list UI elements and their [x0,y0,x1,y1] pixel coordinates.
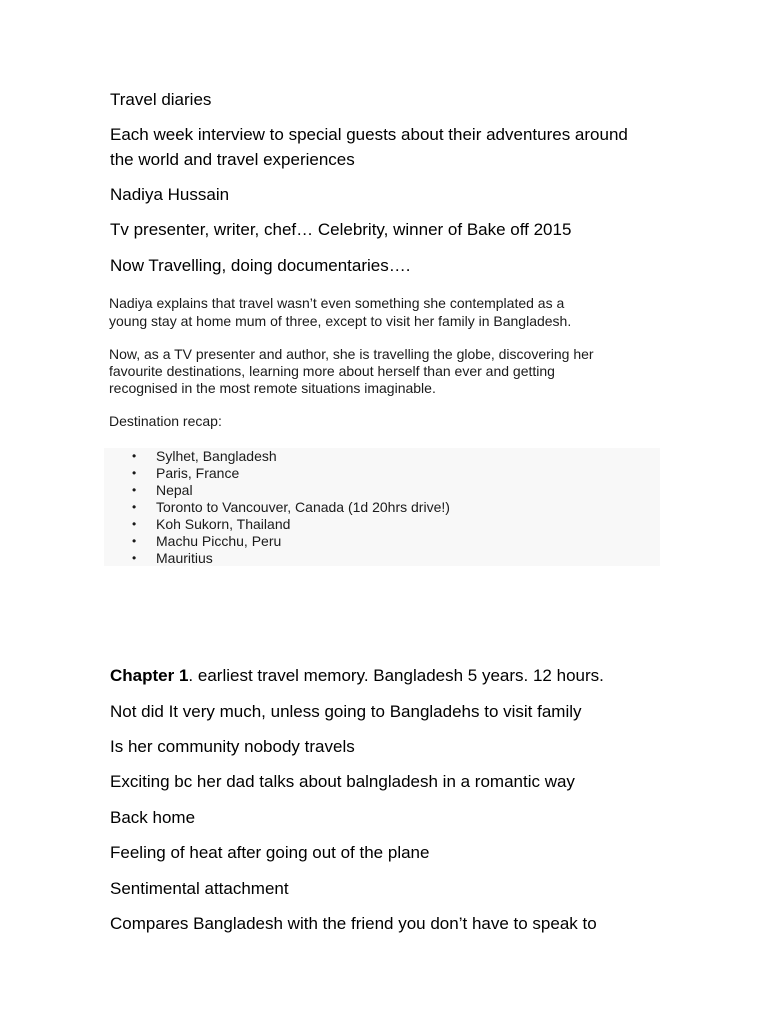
excerpt-para1-line2: young stay at home mum of three, except to visit her family in Bangladesh. [109,313,572,329]
destination-list [104,448,660,566]
list-item [104,448,660,465]
excerpt-para2-line1: Now, as a TV presenter and author, she is travelling the globe, discovering her [109,346,594,362]
excerpt-para2-line2: favourite destinations, learning more about herself than ever and getting [109,363,555,379]
pasted-article-excerpt [104,290,660,566]
chapter1-line: Feeling of heat after going out of the plane [110,843,430,862]
list-item [104,516,660,533]
show-description: Each week interview to special guests about their adventures around the world and travel experiences [110,125,628,169]
list-item [104,499,660,516]
guest-name: Nadiya Hussain [110,185,230,204]
list-item [104,533,660,550]
destination-recap-heading: Destination recap: [109,413,222,429]
list-item [104,482,660,499]
chapter-heading-text: . earliest travel memory. Bangladesh 5 years. 12 hours. [188,666,604,685]
guest-roles: Tv presenter, writer, chef… Celebrity, winner of Bake off 2015 [110,220,572,239]
destination-label: Paris, France [156,465,240,481]
destination-label: Toronto to Vancouver, Canada (1d 20hrs drive!) [156,499,450,515]
destination-label: Koh Sukorn, Thailand [156,516,291,532]
guest-now: Now Travelling, doing documentaries…. [110,256,411,275]
bullet-icon: • [132,466,137,480]
chapter1-heading [110,663,604,688]
bullet-icon: • [132,449,137,463]
chapter1-line: Back home [110,808,196,827]
chapter1-line: Compares Bangladesh with the friend you don’t have to speak to [110,914,597,933]
bullet-icon: • [132,551,137,565]
bullet-icon: • [132,483,137,497]
chapter1-line: Not did It very much, unless going to Bangladehs to visit family [110,702,582,721]
bullet-icon: • [132,500,137,514]
bullet-icon: • [132,534,137,548]
list-item [104,550,660,567]
destination-label: Nepal [156,482,193,498]
destination-label: Sylhet, Bangladesh [156,448,277,464]
excerpt-para1-line1: Nadiya explains that travel wasn’t even something she contemplated as a [109,295,565,311]
chapter1-line: Exciting bc her dad talks about balngladesh in a romantic way [110,772,575,791]
chapter1-line: Is her community nobody travels [110,737,355,756]
list-item [104,465,660,482]
doc-title: Travel diaries [110,90,212,109]
chapter-label: Chapter 1 [110,666,189,685]
bullet-icon: • [132,517,137,531]
destination-label: Mauritius [156,550,213,566]
chapter1-line: Sentimental attachment [110,879,289,898]
excerpt-para2-line3: recognised in the most remote situations imaginable. [109,380,436,396]
destination-label: Machu Picchu, Peru [156,533,282,549]
